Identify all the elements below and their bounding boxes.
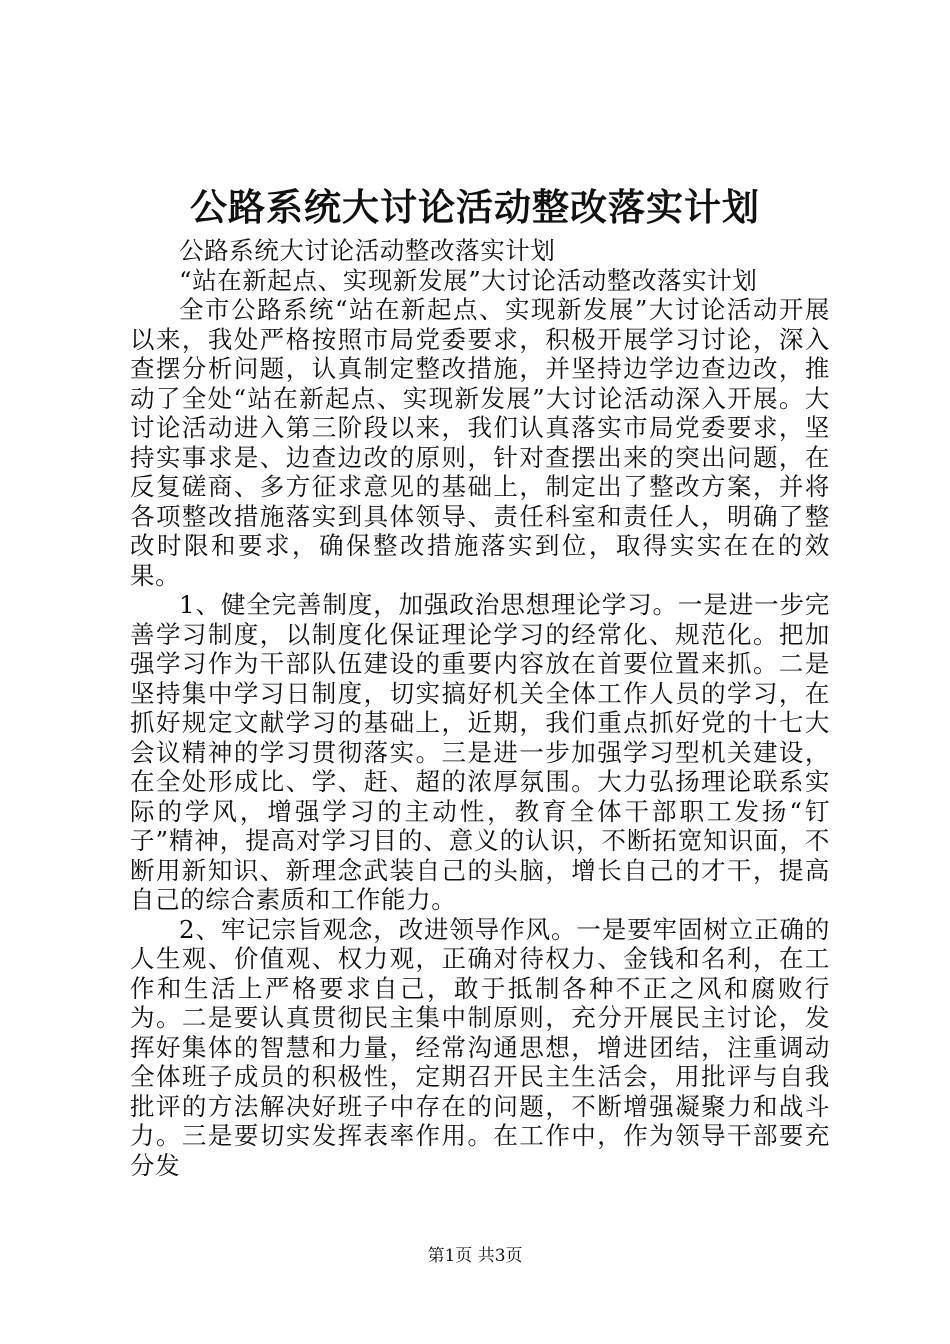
paragraph-intro: 全市公路系统“站在新起点、实现新发展”大讨论活动开展以来，我处严格按照市局党委要求，积极开展学习讨论，深入查摆分析问题，认真制定整改措施，并坚持边学边查边改，推动了全处“站在新起点、实现新发展”大讨论活动深入开展。大讨论活动进入第三阶段以来，我们认真落实市局党委要求，坚持实事求是、边查边改的原则，针对查摆出来的突出问题，在反复磋商、多方征求意见的基础上，制定出了整改方案，并将各项整改措施落实到具体领导、责任科室和责任人，明确了整改时限和要求，确保整改措施落实到位，取得实实在在的效果。 — [130, 295, 830, 590]
paragraph-subtitle: 公路系统大讨论活动整改落实计划 — [179, 236, 556, 265]
document-body — [130, 236, 830, 1180]
paragraph-heading: “站在新起点、实现新发展”大讨论活动整改落实计划 — [179, 265, 758, 295]
paragraph-section-1: 1、健全完善制度，加强政治思想理论学习。一是进一步完善学习制度，以制度化保证理论学习的经常化、规范化。把加强学习作为干部队伍建设的重要内容放在首要位置来抓。二是坚持集中学习日制度，切实搞好机关全体工作人员的学习，在抓好规定文献学习的基础上，近期，我们重点抓好党的十七大会议精神的学习贯彻落实。三是进一步加强学习型机关建设，在全处形成比、学、赶、超的浓厚氛围。大力弘扬理论联系实际的学风，增强学习的主动性，教育全体干部职工发扬“钉子”精神，提高对学习目的、意义的认识，不断拓宽知识面，不断用新知识、新理念武装自己的头脑，增长自己的才干，提高自己的综合素质和工作能力。 — [130, 590, 830, 914]
paragraph-section-2: 2、牢记宗旨观念，改进领导作风。一是要牢固树立正确的人生观、价值观、权力观，正确对待权力、金钱和名利，在工作和生活上严格要求自己，敢于抵制各种不正之风和腐败行为。二是要认真贯彻民主集中制原则，充分开展民主讨论，发挥好集体的智慧和力量，经常沟通思想，增进团结，注重调动全体班子成员的积极性，定期召开民主生活会，用批评与自我批评的方法解决好班子中存在的问题，不断增强凝聚力和战斗力。三是要切实发挥表率作用。在工作中，作为领导干部要充分发 — [130, 914, 830, 1180]
document-title: 公路系统大讨论活动整改落实计划 — [190, 185, 760, 229]
page-number-footer: 第1页 共3页 — [427, 1246, 523, 1266]
